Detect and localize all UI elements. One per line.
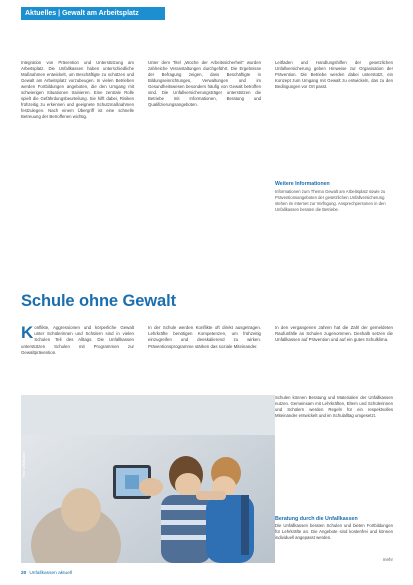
- continue-marker: mehr: [382, 557, 393, 562]
- article-column-2: Unter dem Titel „Woche der Arbeitssicherheit“ wurden zahlreiche Veranstaltungen durchgeführt. Die Ergebnisse der Befragung zeigen, dass Beschäftigte in Bildungseinrichtungen, Verwaltungen und im Gesundheitswesen besonders häufig von Gewalt betroffen sind. Die Unfallversicherungsträger unterstützen die Betriebe mit Informationen, Beratung und Qualifizierungsangeboten.: [148, 60, 261, 108]
- info-box: [275, 182, 393, 264]
- article-photo: [21, 395, 275, 563]
- lead-column-1: [21, 325, 134, 389]
- magazine-name: Unfallkassen aktuell: [29, 571, 73, 576]
- article-column-3: Leitfaden und Handlungshilfen der gesetzlichen Unfallversicherung geben Hinweise zur Organisation der Prävention. Die Betriebe werden dabei unterstützt, ein Konzept zum Umgang mit Gewalt zu entwickeln, das zu den Bedingungen vor Ort passt.: [275, 60, 393, 90]
- info-text: Informationen zum Thema Gewalt am Arbeitsplatz sowie zu Präventionsangeboten der gesetzlichen Unfallversicherung stehen im Internet zur Verfügung. Ansprechpersonen in den Unfallkassen beraten die Betriebe.: [275, 188, 386, 212]
- article-headline: Schule ohne Gewalt: [21, 292, 176, 310]
- article-column-3b: Schulen können Beratung und Materialien der Unfallkassen nutzen. Gemeinsam mit Lehrkräften, Eltern und Schülerinnen und Schülern werden Regeln für ein respektvolles Miteinander entwickelt und im Schulalltag umgesetzt.: [275, 395, 393, 419]
- drop-cap: K: [21, 325, 34, 342]
- page-number: 20: [21, 571, 27, 576]
- photo-credit: Foto: Unfallkasse: [22, 452, 26, 478]
- article-column-3c: Die Unfallkassen beraten Schulen und bieten Fortbildungen für Lehrkräfte an. Die Angebote sind kostenfrei und können individuell angepasst werden.: [275, 523, 393, 541]
- lead-column-3: In den vergangenen Jahren hat die Zahl der gemeldeten Raufunfälle an Schulen zugenommen. Deshalb setzen die Unfallkassen auf Prävention und auf ein gutes Schulklima.: [275, 325, 393, 343]
- lead-column-2: In der Schule werden Konflikte oft direkt ausgetragen. Lehrkräfte benötigen Kompetenzen, um frühzeitig einzugreifen und deeskalierend zu wirken. Präventionsprogramme stärken das soziale Miteinander.: [148, 325, 261, 349]
- photo-illustration: [21, 395, 275, 563]
- article-column-1: Integration von Prävention und Unterstützung am Arbeitsplatz. Die Unfallkassen haben unterschiedliche Maßnahmen entwickelt, um Beschäftigte zu schützen und Gewalt am Arbeitsplatz vorzubeugen. In vielen Betrieben werden Fortbildungen angeboten, die den Umgang mit schwierigen Situationen trainieren. Eine zentrale Rolle spielt die Gefährdungsbeurteilung. Sie hilft dabei, Risiken frühzeitig zu erkennen und geeignete Schutzmaßnahmen festzulegen. Nach einem Übergriff ist eine schnelle Betreuung der Betroffenen wichtig.: [21, 60, 134, 120]
- info-title: Weitere Informationen: [275, 181, 330, 187]
- section-tag: Aktuelles | Gewalt am Arbeitsplatz: [21, 7, 165, 20]
- subheading: Beratung durch die Unfallkassen: [275, 516, 358, 522]
- page-footer: [21, 571, 72, 576]
- lead-text-1: onflikte, Aggressionen und körperliche Gewalt unter Schülerinnen und Schülern sind in vielen Schulen Teil des Alltags. Die Unfallkassen unterstützen Schulen mit Programmen zur Gewaltprävention.: [21, 325, 134, 355]
